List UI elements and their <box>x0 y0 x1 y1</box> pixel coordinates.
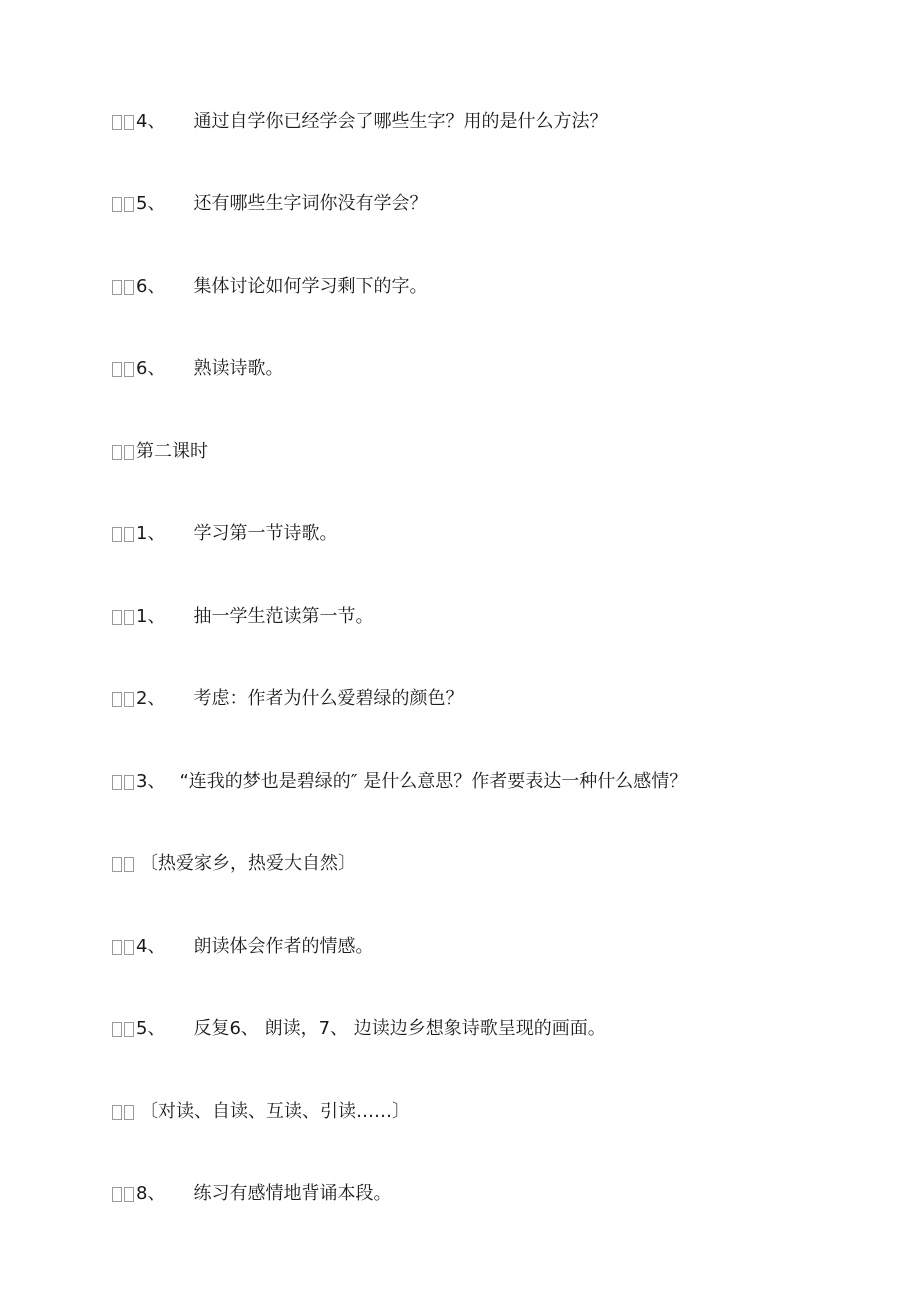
list-number: 8、 <box>136 1183 166 1204</box>
list-number: 6、 <box>136 358 166 379</box>
line-recite <box>112 1182 391 1206</box>
section-heading-text: 第二课时 <box>136 441 208 462</box>
line-text: “连我的梦也是碧绿的″ 是什么意思？作者要表达一种什么感情？ <box>179 771 688 792</box>
line-text: 练习有感情地背诵本段。 <box>193 1183 392 1204</box>
list-number: 6、 <box>136 276 166 297</box>
missing-glyph-box <box>112 1022 122 1037</box>
missing-glyph-box <box>124 527 134 542</box>
missing-glyph-box <box>112 280 122 295</box>
missing-glyph-box <box>124 362 134 377</box>
missing-glyph-box <box>124 1187 134 1202</box>
missing-glyph-box <box>112 115 122 130</box>
missing-glyph-box <box>112 1187 122 1202</box>
missing-glyph-box <box>112 775 122 790</box>
line-think-green <box>112 687 463 711</box>
missing-glyph-box <box>112 940 122 955</box>
line-model-reading <box>112 605 373 629</box>
missing-glyph-box <box>124 1105 134 1120</box>
line-feel-emotion <box>112 935 373 959</box>
line-text: 通过自学你已经学会了哪些生字？用的是什么方法？ <box>193 111 608 132</box>
missing-glyph-box <box>124 1022 134 1037</box>
line-group-discussion <box>112 275 427 299</box>
line-text: 还有哪些生字词你没有学会？ <box>193 193 428 214</box>
line-text: 考虑：作者为什么爱碧绿的颜色？ <box>193 688 464 709</box>
list-number: 1、 <box>136 606 166 627</box>
line-text: 集体讨论如何学习剩下的字。 <box>193 276 428 297</box>
missing-glyph-box <box>124 280 134 295</box>
missing-glyph-box <box>124 692 134 707</box>
missing-glyph-box <box>124 610 134 625</box>
list-number: 1、 <box>136 523 166 544</box>
missing-glyph-box <box>112 527 122 542</box>
missing-glyph-box <box>124 115 134 130</box>
missing-glyph-box <box>112 610 122 625</box>
missing-glyph-box <box>124 940 134 955</box>
line-text: 熟读诗歌。 <box>193 358 284 379</box>
list-number: 2、 <box>136 688 166 709</box>
line-answer-love-hometown <box>112 852 356 876</box>
missing-glyph-box <box>112 692 122 707</box>
line-dream-meaning <box>112 770 687 794</box>
missing-glyph-box <box>124 775 134 790</box>
missing-glyph-box <box>112 1105 122 1120</box>
list-number: 5、 <box>136 1018 166 1039</box>
line-text: 抽一学生范读第一节。 <box>193 606 374 627</box>
list-number: 3、 <box>136 771 166 792</box>
line-text: 朗读体会作者的情感。 <box>193 936 374 957</box>
list-number: 4、 <box>136 111 166 132</box>
missing-glyph-box <box>112 857 122 872</box>
line-text: 〔热爱家乡，热爱大自然〕 <box>140 853 356 874</box>
line-self-study-question <box>112 110 607 134</box>
missing-glyph-box <box>112 445 122 460</box>
line-unlearned-words <box>112 192 427 216</box>
line-study-first-stanza <box>112 522 337 546</box>
line-text: 学习第一节诗歌。 <box>193 523 338 544</box>
missing-glyph-box <box>124 197 134 212</box>
list-number: 5、 <box>136 193 166 214</box>
section-heading-second-lesson <box>112 440 208 464</box>
line-text: 反复6、 朗读，7、 边读边乡想象诗歌呈现的画面。 <box>193 1018 606 1039</box>
missing-glyph-box <box>124 445 134 460</box>
list-number: 4、 <box>136 936 166 957</box>
line-text: 〔对读、自读、互读、引读……〕 <box>140 1101 410 1122</box>
missing-glyph-box <box>124 857 134 872</box>
missing-glyph-box <box>112 197 122 212</box>
line-read-poem <box>112 357 283 381</box>
line-reading-methods <box>112 1100 410 1124</box>
line-repeat-reading <box>112 1017 606 1041</box>
missing-glyph-box <box>112 362 122 377</box>
